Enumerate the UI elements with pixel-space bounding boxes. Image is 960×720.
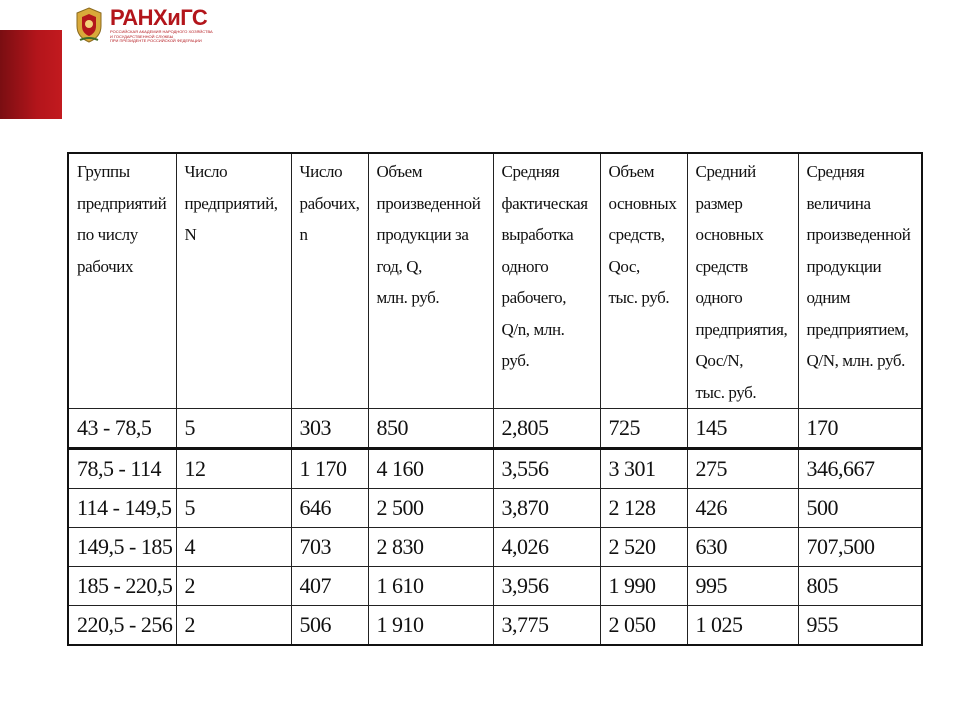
table-cell: 725 bbox=[600, 409, 687, 449]
ranepa-logo bbox=[74, 6, 214, 46]
emblem-icon bbox=[74, 6, 104, 44]
column-header-line: фактическая bbox=[501, 193, 588, 213]
column-header-line: Объем bbox=[608, 162, 655, 181]
table-cell: 2 bbox=[176, 606, 291, 646]
column-header-line: рабочих, bbox=[299, 193, 360, 213]
table-cell: 4,026 bbox=[493, 528, 600, 567]
table-cell: 185 - 220,5 bbox=[68, 567, 176, 606]
table-cell: 4 160 bbox=[368, 449, 493, 489]
column-header-line: средств, bbox=[608, 225, 665, 244]
column-header-line: произведенной bbox=[376, 193, 481, 213]
table-row bbox=[68, 606, 922, 646]
table-cell: 3,556 bbox=[493, 449, 600, 489]
column-header-line: Средний bbox=[695, 162, 756, 181]
logo-subtitle-line: РОССИЙСКАЯ АКАДЕМИЯ НАРОДНОГО ХОЗЯЙСТВА bbox=[110, 29, 213, 34]
column-header-line: средств bbox=[695, 256, 748, 276]
column-header-line: Объем bbox=[376, 162, 423, 181]
logo-subtitle-line: И ГОСУДАРСТВЕННОЙ СЛУЖБЫ bbox=[110, 33, 174, 39]
table-row bbox=[68, 449, 922, 489]
table-cell: 346,667 bbox=[798, 449, 922, 489]
column-header-line: одного bbox=[695, 288, 743, 307]
column-header-line: основных bbox=[695, 225, 764, 244]
table-cell: 707,500 bbox=[798, 528, 922, 567]
column-header bbox=[493, 153, 600, 409]
table-cell: 170 bbox=[798, 409, 922, 449]
table-cell: 506 bbox=[291, 606, 368, 646]
column-header-line: Q/n, млн. bbox=[501, 319, 565, 339]
column-header-line: предприятий, bbox=[184, 193, 278, 213]
column-header-line: рабочего, bbox=[501, 288, 567, 307]
table-cell: 78,5 - 114 bbox=[68, 449, 176, 489]
column-header-line: n bbox=[299, 225, 308, 244]
column-header-line: одним bbox=[806, 288, 851, 307]
header-row bbox=[68, 153, 922, 409]
table-cell: 630 bbox=[687, 528, 798, 567]
table-cell: 145 bbox=[687, 409, 798, 449]
column-header bbox=[368, 153, 493, 409]
table-row bbox=[68, 528, 922, 567]
table-row bbox=[68, 489, 922, 528]
table-cell: 703 bbox=[291, 528, 368, 567]
column-header-line: предприятием, bbox=[806, 319, 909, 339]
table-cell: 5 bbox=[176, 409, 291, 449]
table-cell: 1 170 bbox=[291, 449, 368, 489]
column-header-line: одного bbox=[501, 256, 549, 276]
table-cell: 2 830 bbox=[368, 528, 493, 567]
column-header-line: Qос, bbox=[608, 256, 640, 276]
column-header-line: Группы bbox=[77, 162, 130, 181]
table-cell: 3,775 bbox=[493, 606, 600, 646]
column-header-line: по числу bbox=[77, 225, 138, 244]
table-cell: 220,5 - 256 bbox=[68, 606, 176, 646]
column-header-line: Q/N, млн. руб. bbox=[806, 351, 905, 370]
table-cell: 1 610 bbox=[368, 567, 493, 606]
column-header-line: величина bbox=[806, 193, 871, 213]
table-body bbox=[68, 409, 922, 646]
table-cell: 3 301 bbox=[600, 449, 687, 489]
column-header-line: продукции за bbox=[376, 225, 469, 244]
column-header-line: тыс. руб. bbox=[695, 382, 757, 402]
column-header-line: предприятий bbox=[77, 193, 167, 213]
table-cell: 426 bbox=[687, 489, 798, 528]
table-cell: 43 - 78,5 bbox=[68, 409, 176, 449]
logo-subtitle-line: ПРИ ПРЕЗИДЕНТЕ РОССИЙСКОЙ ФЕДЕРАЦИИ bbox=[110, 38, 202, 43]
table-cell: 114 - 149,5 bbox=[68, 489, 176, 528]
column-header-line: Средняя bbox=[806, 162, 865, 181]
column-header bbox=[68, 153, 176, 409]
column-header-line: размер bbox=[695, 193, 743, 213]
table-cell: 2 128 bbox=[600, 489, 687, 528]
table-cell: 2,805 bbox=[493, 409, 600, 449]
column-header bbox=[798, 153, 922, 409]
table-row bbox=[68, 567, 922, 606]
column-header-line: тыс. руб. bbox=[608, 288, 670, 307]
column-header-line: выработка bbox=[501, 225, 574, 244]
table-cell: 995 bbox=[687, 567, 798, 606]
column-header bbox=[291, 153, 368, 409]
column-header-line: руб. bbox=[501, 351, 530, 370]
table-cell: 2 bbox=[176, 567, 291, 606]
table-row bbox=[68, 409, 922, 449]
column-header-line: год, Q, bbox=[376, 256, 422, 276]
table-cell: 850 bbox=[368, 409, 493, 449]
table-cell: 4 bbox=[176, 528, 291, 567]
column-header-line: основных bbox=[608, 193, 677, 213]
column-header-line: Qос/N, bbox=[695, 351, 744, 370]
table-cell: 646 bbox=[291, 489, 368, 528]
table-cell: 5 bbox=[176, 489, 291, 528]
column-header-line: N bbox=[184, 225, 197, 244]
table-cell: 2 500 bbox=[368, 489, 493, 528]
table-cell: 955 bbox=[798, 606, 922, 646]
table-cell: 407 bbox=[291, 567, 368, 606]
table-cell: 1 910 bbox=[368, 606, 493, 646]
table-cell: 805 bbox=[798, 567, 922, 606]
column-header bbox=[176, 153, 291, 409]
table-cell: 275 bbox=[687, 449, 798, 489]
table-cell: 1 025 bbox=[687, 606, 798, 646]
table-cell: 2 050 bbox=[600, 606, 687, 646]
column-header bbox=[600, 153, 687, 409]
table-cell: 3,956 bbox=[493, 567, 600, 606]
table-cell: 500 bbox=[798, 489, 922, 528]
column-header-line: предприятия, bbox=[695, 319, 788, 339]
table-cell: 1 990 bbox=[600, 567, 687, 606]
table-cell: 303 bbox=[291, 409, 368, 449]
column-header-line: рабочих bbox=[77, 256, 134, 276]
column-header bbox=[687, 153, 798, 409]
logo-title: РАНХиГС bbox=[110, 5, 208, 30]
column-header-line: Число bbox=[299, 162, 343, 181]
column-header-line: произведенной bbox=[806, 225, 911, 244]
column-header-line: Число bbox=[184, 162, 228, 181]
table-cell: 149,5 - 185 bbox=[68, 528, 176, 567]
red-accent-block bbox=[0, 30, 62, 119]
column-header-line: продукции bbox=[806, 256, 882, 276]
column-header-line: Средняя bbox=[501, 162, 560, 181]
column-header-line: млн. руб. bbox=[376, 288, 440, 307]
table-cell: 3,870 bbox=[493, 489, 600, 528]
table-cell: 2 520 bbox=[600, 528, 687, 567]
table-cell: 12 bbox=[176, 449, 291, 489]
enterprise-groups-table bbox=[67, 152, 923, 646]
